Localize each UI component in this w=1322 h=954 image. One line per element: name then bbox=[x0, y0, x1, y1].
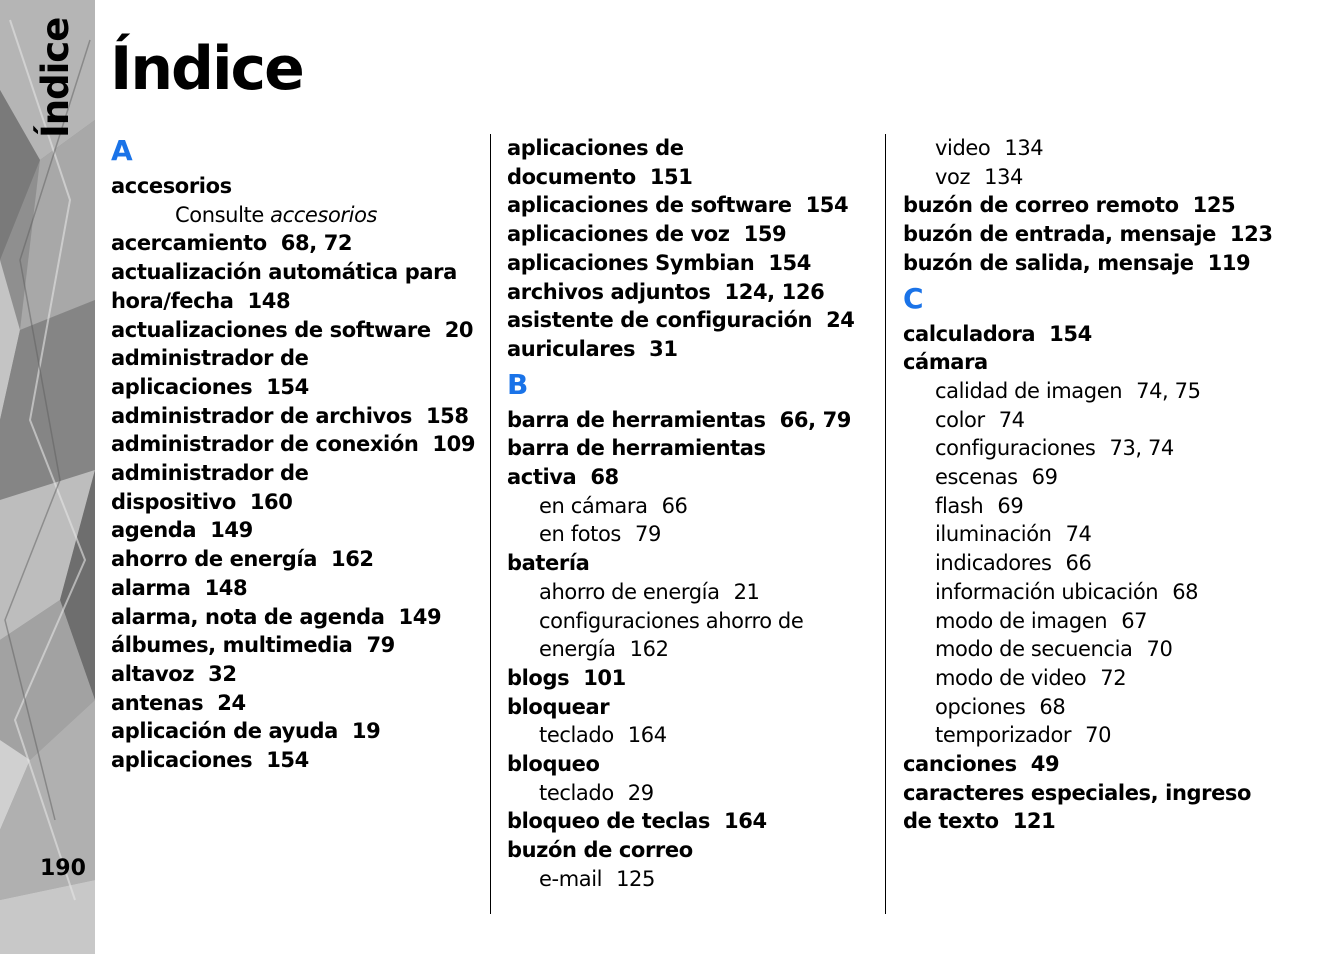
index-entry bbox=[111, 316, 481, 345]
entry-term: antenas bbox=[111, 690, 204, 715]
index-subentry bbox=[903, 721, 1273, 750]
entry-term: aplicaciones de software bbox=[507, 193, 792, 218]
entry-page-ref: 70 bbox=[1085, 723, 1112, 748]
entry-term: agenda bbox=[111, 518, 197, 543]
index-entry bbox=[507, 278, 867, 307]
see-prefix: Consulte bbox=[175, 202, 264, 227]
index-entry bbox=[111, 459, 481, 516]
index-entry bbox=[903, 779, 1273, 836]
entry-term: en fotos bbox=[539, 522, 621, 547]
index-subentry bbox=[903, 463, 1273, 492]
index-entry bbox=[507, 664, 867, 693]
index-entry bbox=[507, 335, 867, 364]
index-subentry bbox=[903, 434, 1273, 463]
index-subentry bbox=[507, 779, 867, 808]
entry-term: barra de herramientas activa bbox=[507, 436, 766, 490]
entry-page-ref: 162 bbox=[330, 547, 374, 572]
index-entry bbox=[111, 516, 481, 545]
entry-term: voz bbox=[935, 164, 971, 189]
entry-term: iluminación bbox=[935, 522, 1052, 547]
index-subentry bbox=[903, 406, 1273, 435]
index-column-1 bbox=[111, 134, 481, 914]
entry-term: aplicaciones de voz bbox=[507, 222, 730, 247]
index-subentry bbox=[507, 865, 867, 894]
entry-page-ref: 24 bbox=[217, 690, 246, 715]
entry-term: actualizaciones de software bbox=[111, 317, 431, 342]
index-entry bbox=[507, 807, 867, 836]
index-entry bbox=[111, 344, 481, 401]
entry-term: modo de secuencia bbox=[935, 637, 1133, 662]
index-entry bbox=[507, 750, 867, 779]
entry-term: modo de imagen bbox=[935, 608, 1108, 633]
entry-term: buzón de entrada, mensaje bbox=[903, 222, 1216, 247]
entry-page-ref: 69 bbox=[997, 493, 1024, 518]
entry-page-ref: 159 bbox=[743, 222, 787, 247]
sidebar-band bbox=[0, 0, 95, 954]
entry-page-ref: 148 bbox=[204, 575, 248, 600]
entry-term: aplicaciones Symbian bbox=[507, 250, 755, 275]
entry-term: indicadores bbox=[935, 551, 1052, 576]
index-entry bbox=[507, 134, 867, 191]
entry-page-ref: 134 bbox=[1004, 136, 1044, 160]
entry-term: blogs bbox=[507, 665, 570, 690]
entry-page-ref: 79 bbox=[366, 633, 395, 658]
entry-term: asistente de configuración bbox=[507, 308, 813, 333]
index-entry bbox=[111, 717, 481, 746]
index-entry bbox=[507, 693, 867, 722]
entry-page-ref: 74 bbox=[1065, 522, 1092, 547]
entry-term: alarma, nota de agenda bbox=[111, 604, 385, 629]
index-subentry bbox=[903, 549, 1273, 578]
entry-page-ref: 66, 79 bbox=[779, 407, 851, 432]
entry-term: flash bbox=[935, 493, 984, 518]
index-entry bbox=[903, 249, 1273, 278]
entry-page-ref: 68 bbox=[1172, 579, 1199, 604]
entry-term: auriculares bbox=[507, 336, 636, 361]
index-entry bbox=[111, 172, 481, 201]
index-entry bbox=[111, 631, 481, 660]
index-entry bbox=[903, 220, 1273, 249]
index-entry bbox=[507, 220, 867, 249]
index-subentry bbox=[507, 578, 867, 607]
entry-page-ref: 151 bbox=[649, 164, 693, 189]
entry-page-ref: 74 bbox=[998, 407, 1025, 432]
entry-term: calculadora bbox=[903, 321, 1036, 346]
entry-page-ref: 149 bbox=[398, 604, 442, 629]
entry-term: alarma bbox=[111, 575, 191, 600]
entry-page-ref: 69 bbox=[1031, 465, 1058, 490]
side-title: Índice bbox=[34, 17, 77, 138]
index-entry bbox=[111, 545, 481, 574]
index-subentry bbox=[507, 635, 867, 664]
entry-term: temporizador bbox=[935, 723, 1072, 748]
entry-page-ref: 68 bbox=[1039, 694, 1066, 719]
entry-page-ref: 158 bbox=[425, 403, 469, 428]
entry-page-ref: 154 bbox=[266, 748, 309, 773]
entry-term: administrador de conexión bbox=[111, 432, 419, 457]
index-subentry bbox=[903, 163, 1273, 192]
entry-page-ref: 154 bbox=[768, 250, 811, 275]
entry-term: aplicaciones de documento bbox=[507, 136, 684, 189]
entry-page-ref: 101 bbox=[583, 665, 626, 690]
entry-page-ref: 19 bbox=[351, 719, 381, 744]
entry-page-ref: 149 bbox=[210, 518, 253, 543]
entry-term: teclado bbox=[539, 780, 614, 805]
entry-page-ref: 160 bbox=[249, 489, 293, 514]
entry-page-ref: 148 bbox=[247, 288, 291, 313]
entry-term: ahorro de energía bbox=[111, 547, 317, 572]
entry-term: archivos adjuntos bbox=[507, 279, 711, 304]
entry-term: accesorios bbox=[111, 174, 232, 198]
entry-term: en cámara bbox=[539, 493, 648, 518]
index-entry bbox=[507, 836, 867, 865]
entry-page-ref: 68, 72 bbox=[280, 231, 353, 256]
index-entry bbox=[507, 406, 867, 435]
entry-page-ref: 123 bbox=[1229, 222, 1273, 247]
entry-page-ref: 31 bbox=[649, 336, 678, 361]
entry-term: calidad de imagen bbox=[935, 378, 1123, 403]
entry-term: actualización automática para hora/fecha bbox=[111, 260, 457, 313]
index-letter-heading: C bbox=[903, 281, 924, 315]
entry-term: buzón de correo bbox=[507, 838, 693, 863]
index-entry bbox=[111, 689, 481, 718]
entry-page-ref: 68 bbox=[590, 465, 619, 490]
index-subentry bbox=[903, 635, 1273, 664]
entry-term: barra de herramientas bbox=[507, 407, 766, 432]
index-entry bbox=[111, 402, 481, 431]
entry-page-ref: 119 bbox=[1207, 250, 1251, 275]
index-subentry bbox=[903, 607, 1273, 636]
entry-term: opciones bbox=[935, 694, 1026, 719]
entry-page-ref: 20 bbox=[444, 317, 474, 342]
index-entry bbox=[111, 430, 481, 459]
index-letter-heading: A bbox=[111, 134, 133, 167]
entry-term: configuraciones ahorro de bbox=[539, 608, 804, 633]
entry-page-ref: 74, 75 bbox=[1136, 378, 1201, 403]
entry-page-ref: 121 bbox=[1012, 809, 1056, 834]
entry-page-ref: 124, 126 bbox=[724, 279, 825, 304]
entry-term: caracteres especiales, ingreso de texto bbox=[903, 780, 1252, 834]
entry-term: escenas bbox=[935, 465, 1018, 490]
index-subentry bbox=[507, 492, 867, 521]
entry-term: cámara bbox=[903, 350, 988, 375]
entry-page-ref: 154 bbox=[805, 193, 849, 218]
entry-term: administrador de aplicaciones bbox=[111, 346, 309, 399]
entry-term: buzón de correo remoto bbox=[903, 193, 1179, 218]
index-subentry bbox=[903, 492, 1273, 521]
index-subentry bbox=[903, 377, 1273, 406]
page-title: Índice bbox=[110, 34, 303, 104]
entry-term: batería bbox=[507, 551, 590, 576]
index-entry bbox=[903, 348, 1273, 377]
entry-page-ref: 79 bbox=[634, 522, 661, 547]
entry-term: información ubicación bbox=[935, 579, 1159, 604]
entry-page-ref: 24 bbox=[826, 308, 855, 333]
index-entry bbox=[903, 750, 1273, 779]
index-entry bbox=[111, 746, 481, 775]
entry-term: ahorro de energía bbox=[539, 579, 720, 604]
entry-term: video bbox=[935, 136, 991, 160]
index-entry bbox=[111, 258, 481, 315]
entry-page-ref: 125 bbox=[1192, 193, 1236, 218]
index-entry bbox=[111, 229, 481, 258]
entry-page-ref: 32 bbox=[208, 661, 237, 686]
entry-page-ref: 125 bbox=[616, 866, 655, 891]
column-divider bbox=[490, 134, 491, 914]
index-entry bbox=[111, 603, 481, 632]
entry-page-ref: 134 bbox=[984, 164, 1023, 189]
entry-page-ref: 164 bbox=[724, 809, 767, 834]
index-subentry bbox=[507, 520, 867, 549]
entry-page-ref: 49 bbox=[1030, 752, 1060, 777]
index-entry bbox=[507, 549, 867, 578]
entry-term: aplicaciones bbox=[111, 748, 253, 773]
entry-term: acercamiento bbox=[111, 231, 267, 256]
entry-page-ref: 72 bbox=[1100, 665, 1127, 690]
index-entry bbox=[903, 191, 1273, 220]
index-entry bbox=[507, 191, 867, 220]
index-entry bbox=[111, 574, 481, 603]
entry-term: bloquear bbox=[507, 694, 610, 719]
entry-term: teclado bbox=[539, 723, 614, 748]
index-entry bbox=[903, 320, 1273, 349]
entry-term: álbumes, multimedia bbox=[111, 633, 353, 658]
entry-term: e-mail bbox=[539, 866, 603, 891]
entry-page-ref: 154 bbox=[266, 374, 309, 399]
see-target: accesorios bbox=[270, 202, 378, 227]
entry-term: modo de video bbox=[935, 665, 1087, 690]
index-subentry bbox=[903, 578, 1273, 607]
entry-term: bloqueo de teclas bbox=[507, 809, 711, 834]
entry-page-ref: 66 bbox=[1065, 551, 1092, 576]
index-subentry bbox=[507, 721, 867, 750]
entry-term: canciones bbox=[903, 752, 1017, 777]
index-column-3 bbox=[903, 134, 1273, 914]
entry-term: administrador de archivos bbox=[111, 403, 412, 428]
entry-page-ref: 67 bbox=[1121, 608, 1148, 633]
entry-term: color bbox=[935, 407, 985, 432]
entry-term: bloqueo bbox=[507, 752, 600, 777]
entry-term: buzón de salida, mensaje bbox=[903, 250, 1194, 275]
index-see-reference bbox=[111, 201, 481, 230]
index-subentry bbox=[903, 520, 1273, 549]
entry-term: altavoz bbox=[111, 661, 195, 686]
entry-page-ref: 66 bbox=[661, 493, 688, 518]
page-number: 190 bbox=[40, 856, 86, 881]
index-entry bbox=[111, 660, 481, 689]
entry-page-ref: 29 bbox=[627, 780, 654, 805]
entry-page-ref: 162 bbox=[629, 637, 669, 662]
entry-page-ref: 70 bbox=[1146, 637, 1173, 662]
entry-page-ref: 73, 74 bbox=[1109, 436, 1174, 461]
entry-page-ref: 164 bbox=[627, 723, 667, 748]
index-subentry bbox=[903, 134, 1273, 163]
index-entry bbox=[507, 434, 867, 491]
index-column-2 bbox=[507, 134, 867, 914]
entry-page-ref: 109 bbox=[432, 432, 476, 457]
index-entry bbox=[507, 249, 867, 278]
entry-term: configuraciones bbox=[935, 436, 1096, 461]
entry-page-ref: 21 bbox=[733, 579, 760, 604]
entry-term: administrador de dispositivo bbox=[111, 461, 309, 514]
sidebar-texture bbox=[0, 0, 95, 954]
entry-term: energía bbox=[539, 637, 616, 662]
entry-term: aplicación de ayuda bbox=[111, 719, 338, 744]
index-subentry bbox=[903, 693, 1273, 722]
index-subentry bbox=[507, 607, 867, 636]
entry-page-ref: 154 bbox=[1049, 321, 1092, 346]
column-divider bbox=[885, 134, 886, 914]
index-letter-heading: B bbox=[507, 367, 528, 401]
index-subentry bbox=[903, 664, 1273, 693]
index-entry bbox=[507, 306, 867, 335]
